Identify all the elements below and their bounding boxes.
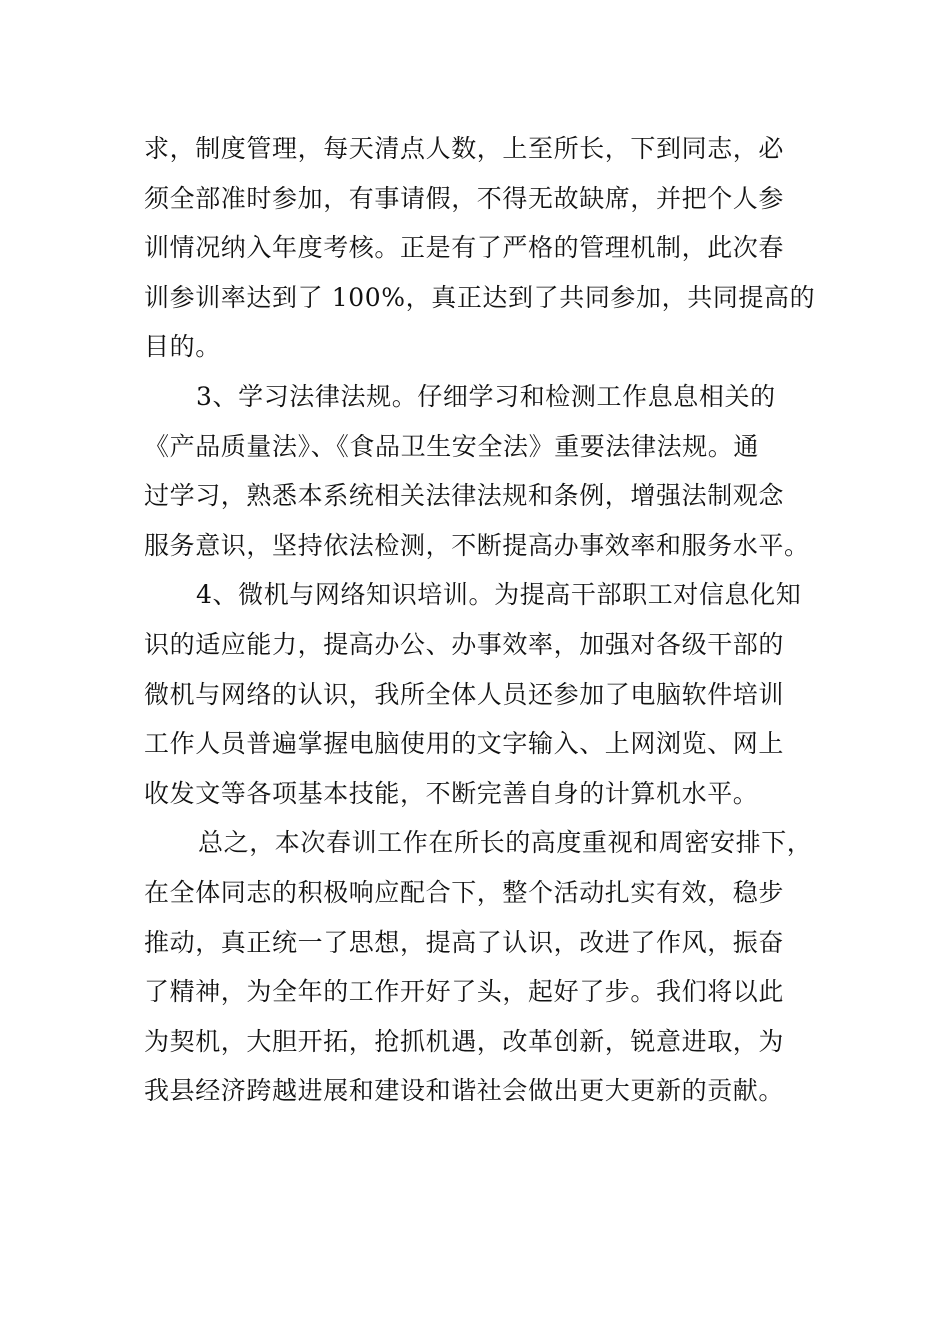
text-line: 《产品质量法》、《食品卫生安全法》重要法律法规。通 xyxy=(144,431,760,461)
text-line: 识的适应能力，提高办公、办事效率，加强对各级干部的 xyxy=(144,629,785,659)
text-line: 训参训率达到了 100%，真正达到了共同参加，共同提高的 xyxy=(144,282,816,312)
paragraph-summary xyxy=(144,818,824,1116)
text-line: 过学习，熟悉本系统相关法律法规和条例，增强法制观念 xyxy=(144,481,785,511)
text-line: 了精神，为全年的工作开好了头，起好了步。我们将以此 xyxy=(144,977,785,1007)
text-line: 服务意识，坚持依法检测，不断提高办事效率和服务水平。 xyxy=(144,530,810,560)
text-line: 目的。 xyxy=(144,332,221,362)
text-line: 训情况纳入年度考核。正是有了严格的管理机制，此次春 xyxy=(144,233,785,263)
text-line: 微机与网络的认识，我所全体人员还参加了电脑软件培训 xyxy=(144,679,785,709)
text-line: 为契机，大胆开拓，抢抓机遇，改革创新，锐意进取，为 xyxy=(144,1026,785,1056)
paragraph-law-study xyxy=(144,372,824,570)
paragraph-management xyxy=(144,124,824,372)
text-line: 3、学习法律法规。仔细学习和检测工作息息相关的 xyxy=(196,381,776,411)
document-body xyxy=(144,124,824,1116)
text-line: 4、微机与网络知识培训。为提高干部职工对信息化知 xyxy=(196,580,802,610)
text-line: 收发文等各项基本技能，不断完善自身的计算机水平。 xyxy=(144,778,759,808)
text-line: 须全部准时参加，有事请假，不得无故缺席，并把个人参 xyxy=(144,183,785,213)
text-line: 推动，真正统一了思想，提高了认识，改进了作风，振奋 xyxy=(144,927,785,957)
paragraph-computer-training xyxy=(144,570,824,818)
text-line: 求，制度管理，每天清点人数，上至所长，下到同志，必 xyxy=(144,134,785,163)
text-line: 工作人员普遍掌握电脑使用的文字输入、上网浏览、网上 xyxy=(144,729,785,759)
text-line: 总之，本次春训工作在所长的高度重视和周密安排下， xyxy=(198,828,813,858)
text-line: 我县经济跨越进展和建设和谐社会做出更大更新的贡献。 xyxy=(144,1076,785,1106)
text-line: 在全体同志的积极响应配合下，整个活动扎实有效，稳步 xyxy=(144,877,785,907)
